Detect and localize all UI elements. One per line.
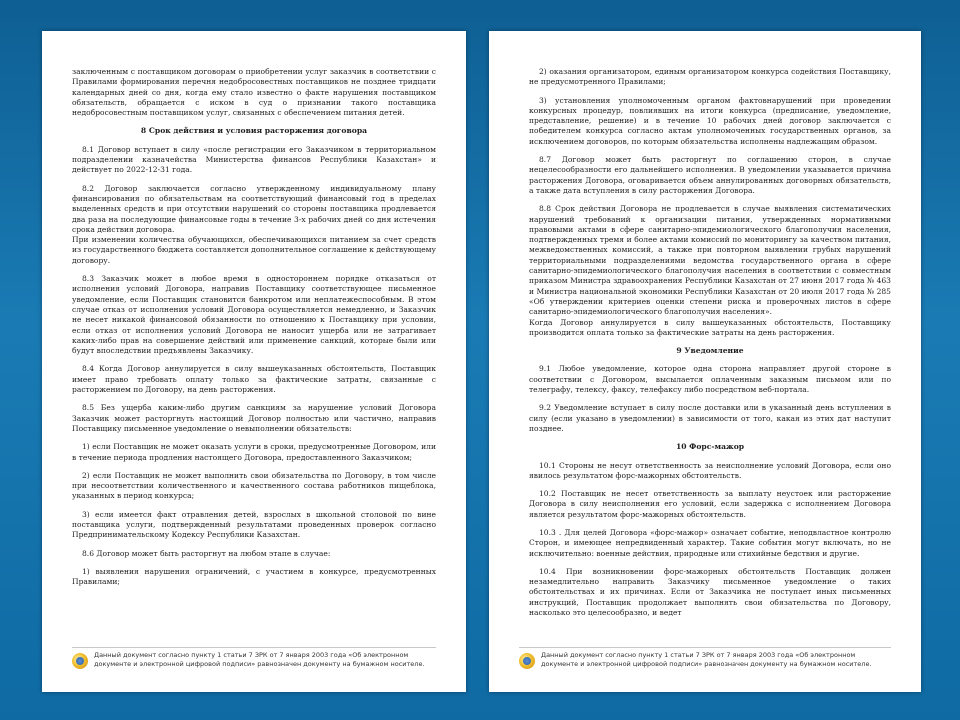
page-content <box>72 67 436 646</box>
page-content <box>529 67 891 646</box>
paragraph: 9.1 Любое уведомление, которое одна сторона направляет другой стороне в соответствии с Договором, высылается оплаченным заказным письмом или по телеграфу, телексу, факсу, телефаксу либо посредством веб-портала. <box>529 364 891 395</box>
list-item: 1) если Поставщик не может оказать услуги в сроки, предусмотренные Договором, или в течение периода продления настоящего Договора, предоставленного Заказчиком; <box>72 442 436 462</box>
list-item: 2) если Поставщик не может выполнить свои обязательства по Договору, в том числе при несоответствии количественного и качественного состава работников пищеблока, указанных в период конкурса; <box>72 470 436 501</box>
seal-icon <box>72 653 88 669</box>
page-footer <box>519 647 891 676</box>
section-heading: 8 Срок действия и условия расторжения договора <box>140 126 368 136</box>
document-page-right <box>489 31 921 692</box>
paragraph: 8.1 Договор вступает в силу «после регистрации его Заказчиком в территориальном подразделении казначейства Министерства финансов Республики Казахстан» и действует по 2022-12-31 года. <box>72 144 436 175</box>
list-item: 1) выявления нарушения ограничений, с участием в конкурсе, предусмотренных Правилами; <box>72 566 436 587</box>
paragraph: 8.7 Договор может быть расторгнут по соглашению сторон, в случае нецелесообразности его дальнейшего исполнения. В уведомлении указывается причина расторжения Договора, оговаривается объем аннулированных договорных обязательств, а также дата вступления в силу расторжения Договора. <box>529 155 891 195</box>
paragraph: 10.1 Стороны не несут ответственность за неисполнение условий Договора, если оно явилось результатом форс-мажорных обстоятельств. <box>529 460 891 480</box>
paragraph: 9.2 Уведомление вступает в силу после доставки или в указанный день вступления в силу (если указано в уведомлении) в зависимости от того, какая из этих дат наступит позднее. <box>529 403 891 433</box>
list-item: 3) установления уполномоченным органом фактовнарушений при проведении конкурсных процедур, повлиявших на итоги конкурса (предписание, уведомление, представление, решение) и в течение 10 рабочих дней договор заключается с победителем конкурса согласно актам уполномоченных государственных органов, за исключением договоров, по которым обязательства исполнены надлежащим образом. <box>529 95 891 146</box>
footer-note: Данный документ согласно пункту 1 статьи 7 ЗРК от 7 января 2003 года «Об электронном документе и электронной цифровой подписи» равнозначен документу на бумажном носителе. <box>94 651 425 668</box>
paragraph: 8.3 Заказчик может в любое время в одностороннем порядке отказаться от исполнения условий Договора, направив Поставщику соответствующее письменное уведомление, если Поставщик становится банкротом или неплатежеспособным. В этом случае отказ от исполнения условий Договора осуществляется немедленно, и Заказчик не несет никакой финансовой обязанности по отношению к Поставщику при условии, если отказ от исполнения условий Договора не наносит ущерба или не затрагивает каких-либо прав на совершение действий или применение санкций, которые были или будут впоследствии предъявлены Заказчику. <box>72 274 436 356</box>
paragraph: 8.2 Договор заключается согласно утвержденному индивидуальному плану финансирования по обязательствам на соответствующий финансовый год в пределах выделенных средств и при отсутствии нарушений со стороны поставщика продлевается два раза на последующие финансовые годы в течение 3-х рабочих дней со дня истечения срока действия договора. <box>72 183 436 234</box>
list-item: 2) оказания организатором, единым организатором конкурса содействия Поставщику, не предусмотренного Правилами; <box>529 67 891 87</box>
paragraph: 8.4 Когда Договор аннулируется в силу вышеуказанных обстоятельств, Поставщик имеет право требовать оплату только за фактические затраты, связанные с расторжением по Договору, на день расторжения. <box>72 364 436 395</box>
paragraph: Когда Договор аннулируется в силу вышеуказанных обстоятельств, Поставщику производится оплата только за фактические затраты на день расторжения. <box>529 317 891 337</box>
paragraph: 8.5 Без ущерба каким-либо другим санкциям за нарушение условий Договора Заказчик может расторгнуть настоящий Договор полностью или частично, направив Поставщику письменное уведомление о невыполнении обязательств: <box>72 403 436 433</box>
page-footer <box>72 647 436 676</box>
paragraph: 10.4 При возникновении форс-мажорных обстоятельств Поставщик должен незамедлительно направить Заказчику письменное уведомление о таких обстоятельствах и их причинах. Если от Заказчика не поступает иных письменных инструкций, Поставщик продолжает выполнять свои обязательства по Договору, насколько это целесообразно, и ведет <box>529 566 891 618</box>
section-heading: 9 Уведомление <box>676 346 744 356</box>
section-heading: 10 Форс-мажор <box>675 442 745 452</box>
paragraph: заключенным с поставщиком договорам о приобретении услуг заказчик в соответствии с Правилами формирования перечня недобросовестных поставщиков не позднее тридцати календарных дней со дня, когда ему стало известно о факте нарушения поставщиком обязательств, обращается с иском в суд о признании такого поставщика недобросовестным поставщиком услуг, связанных с обеспечением питания детей. <box>72 67 436 118</box>
seal-icon <box>519 653 535 669</box>
paragraph: 8.8 Срок действия Договора не продлевается в случае выявления систематических нарушений требований к организации питания, утвержденных нормативными правовыми актами в сфере санитарно-эпидемиологического благополучия населения, подтвержденных тремя и более актами комиссий по мониторингу за качеством питания, межведомственных комиссий, а также при повторном выявлении грубых нарушений территориальными подразделениями ведомства государственного органа в сфере санитарно-эпидемиологического благополучия населения в соответствии с совместным приказом Министра здравоохранения Республики Казахстан от 27 июня 2017 года № 463 и Министра национальной экономики Республики Казахстан от 20 июля 2017 года № 285 «Об утверждении критериев оценки степени риска и проверочных листов в сфере санитарно-эпидемиологического благополучия населения». <box>529 204 891 317</box>
document-page-left <box>42 31 466 692</box>
list-item: 3) если имеется факт отравления детей, взрослых в школьной столовой по вине поставщика услуги, подтвержденный результатами проведенных проверок согласно Предпринимательскому Кодексу Республики Казахстан. <box>72 509 436 540</box>
paragraph: 10.2 Поставщик не несет ответственность за выплату неустоек или расторжение Договора в силу неисполнения его условий, если задержка с исполнением Договора является результатом форс-мажорных обстоятельств. <box>529 489 891 519</box>
paragraph: 10.3 . Для целей Договора «форс-мажор» означает событие, неподвластное контролю Сторон, и имеющее непредвиденный характер. Такие события могут включать, но не исключительно: военные действия, природные или стихийные бедствия и другие. <box>529 527 891 558</box>
footer-note: Данный документ согласно пункту 1 статьи 7 ЗРК от 7 января 2003 года «Об электронном документе и электронной цифровой подписи» равнозначен документу на бумажном носителе. <box>541 651 872 668</box>
paragraph: При изменении количества обучающихся, обеспечивающихся питанием за счет средств из государственного бюджета составляется дополнительное соглашение к действующему договору. <box>72 235 436 265</box>
paragraph: 8.6 Договор может быть расторгнут на любом этапе в случае: <box>82 548 331 558</box>
